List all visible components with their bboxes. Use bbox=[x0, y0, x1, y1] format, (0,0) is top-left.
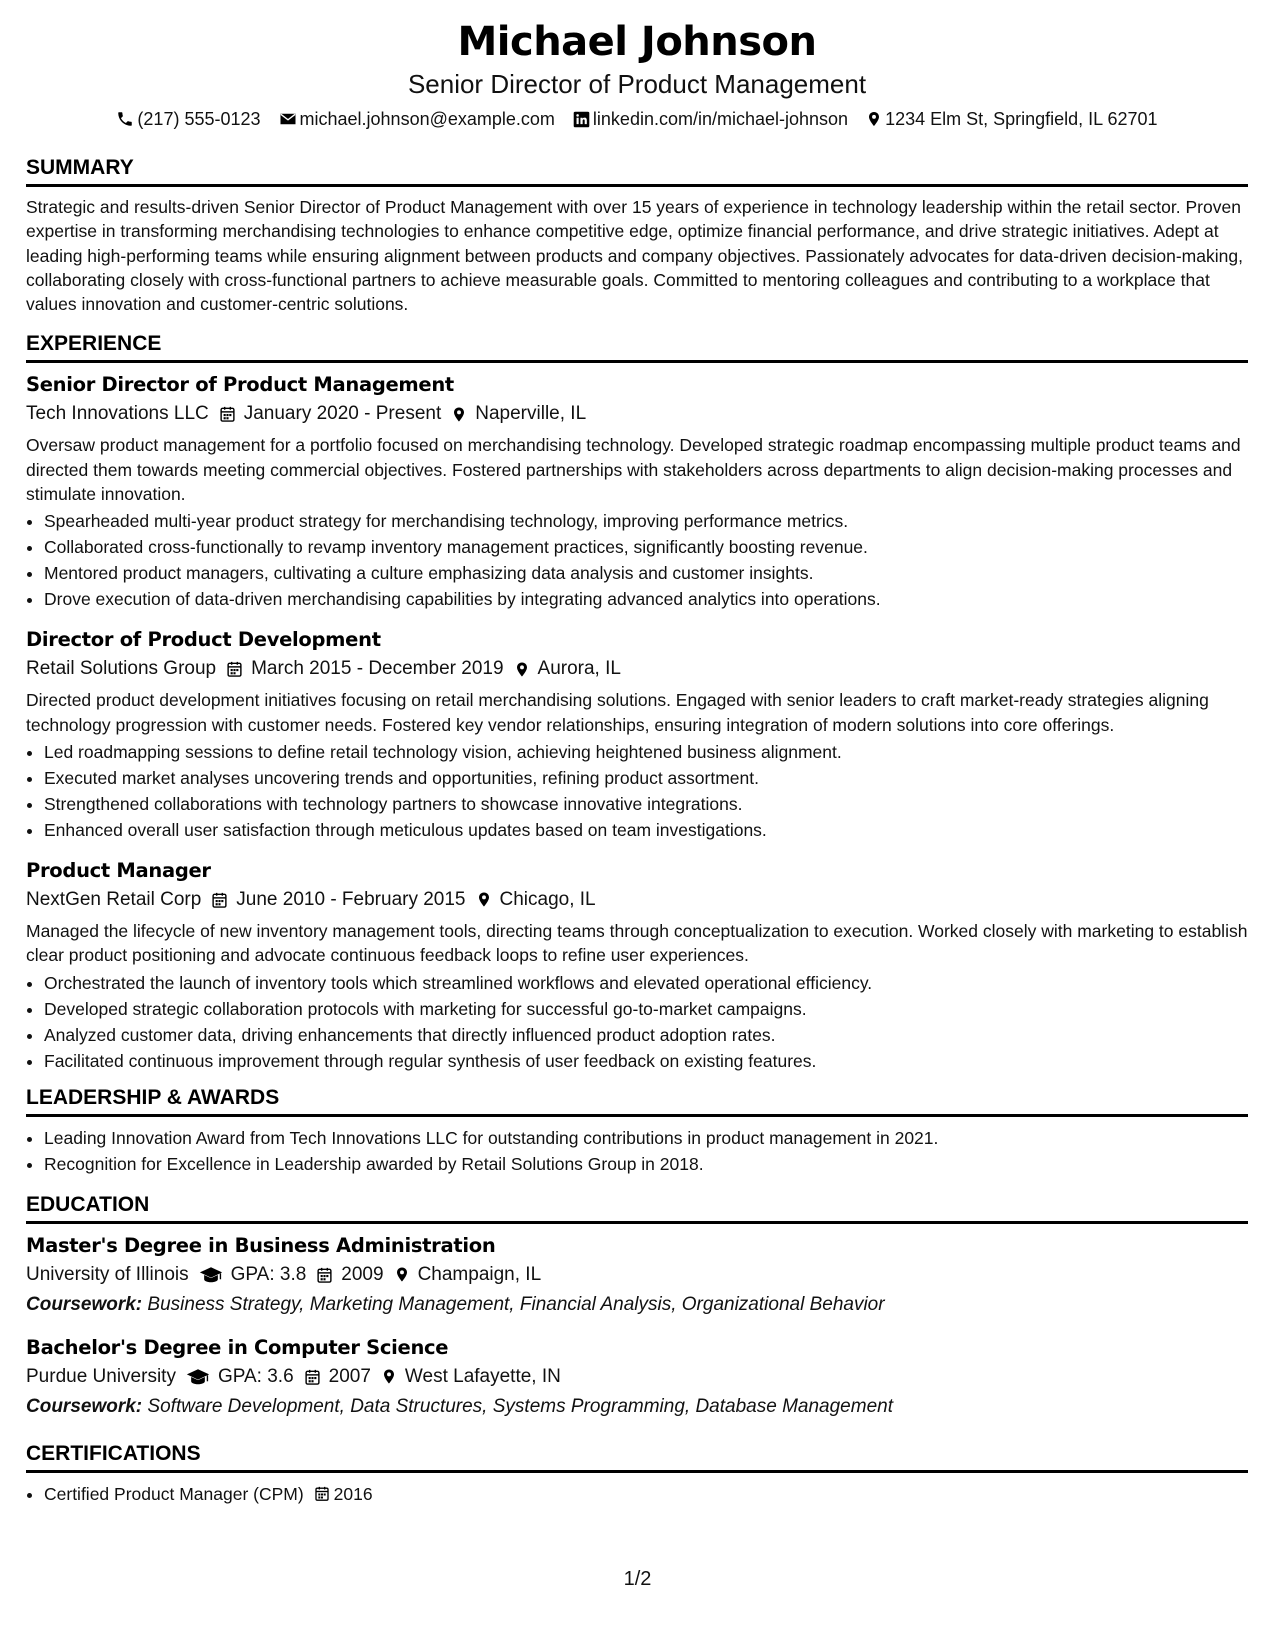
education-meta bbox=[26, 1260, 1248, 1290]
job-location-text: Aurora, IL bbox=[537, 658, 621, 680]
school-name: University of Illinois bbox=[26, 1263, 189, 1285]
education-location bbox=[394, 1260, 542, 1290]
certification-name: • Certified Product Manager (CPM) bbox=[44, 1483, 304, 1504]
summary-heading: SUMMARY bbox=[26, 156, 134, 179]
contact-linkedin[interactable] bbox=[573, 106, 848, 132]
job-bullets bbox=[26, 508, 1248, 612]
certifications-heading: CERTIFICATIONS bbox=[26, 1441, 201, 1465]
job-company: Retail Solutions Group bbox=[26, 658, 217, 680]
candidate-title: Senior Director of Product Management bbox=[407, 69, 867, 99]
calendar-icon bbox=[314, 1485, 330, 1502]
map-pin-icon bbox=[381, 1367, 397, 1386]
job-company: NextGen Retail Corp bbox=[26, 888, 202, 910]
phone-text: (217) 555-0123 bbox=[137, 109, 261, 129]
contact-line bbox=[26, 106, 1248, 132]
job-entry bbox=[26, 626, 1248, 843]
job-dates-text: March 2015 - December 2019 bbox=[251, 658, 504, 680]
certifications-list bbox=[26, 1481, 1248, 1507]
job-entry bbox=[26, 857, 1248, 1074]
gpa-text: GPA: 3.6 bbox=[217, 1365, 294, 1387]
job-location bbox=[514, 654, 621, 684]
list-item: • Collaborated cross-functionally to revamp inventory management practices, significantly boosting revenue. bbox=[44, 534, 1248, 560]
job-description: Managed the lifecycle of new inventory management tools, directing teams through conceptualization to execution. Worked closely with marketing to establish clear product positioning and advocate continuous feedback loops to refine user experiences. bbox=[26, 920, 1248, 966]
list-item: • Enhanced overall user satisfaction through meticulous updates based on team investigations. bbox=[44, 817, 1248, 843]
job-entry bbox=[26, 371, 1248, 612]
job-dates bbox=[211, 885, 465, 915]
job-bullets bbox=[26, 970, 1248, 1074]
envelope-icon bbox=[279, 110, 297, 128]
job-description: Directed product development initiatives focusing on retail merchandising solutions. Engaged with senior leaders to craft market-ready strategies aligning technology progression with customer needs. Fostered key vendor relationships, ensuring integration of modern solutions into core offerings. bbox=[26, 690, 1209, 735]
job-location-text: Naperville, IL bbox=[475, 403, 587, 425]
coursework-label: Coursework: bbox=[26, 1293, 143, 1315]
section-divider bbox=[26, 1470, 1248, 1473]
list-item: • Analyzed customer data, driving enhancements that directly influenced product adoption rates. bbox=[44, 1022, 1248, 1048]
degree-title: Master's Degree in Business Administration bbox=[26, 1233, 496, 1257]
job-dates bbox=[226, 654, 503, 684]
year-text: 2007 bbox=[328, 1365, 371, 1387]
coursework-line bbox=[26, 1290, 1248, 1320]
list-item bbox=[44, 1481, 1248, 1507]
education-gpa bbox=[199, 1260, 307, 1290]
school-name: Purdue University bbox=[26, 1365, 176, 1387]
resume-header bbox=[26, 18, 1248, 132]
section-divider bbox=[26, 184, 1248, 187]
coursework-text: Business Strategy, Marketing Management, Financial Analysis, Organizational Behavior bbox=[147, 1293, 885, 1315]
map-pin-icon bbox=[394, 1265, 410, 1284]
list-item: • Recognition for Excellence in Leadership awarded by Retail Solutions Group in 2018. bbox=[44, 1151, 1248, 1177]
education-heading: EDUCATION bbox=[26, 1192, 150, 1216]
calendar-icon bbox=[219, 405, 236, 423]
address-text: 1234 Elm St, Springfield, IL 62701 bbox=[885, 109, 1158, 129]
list-item: • Orchestrated the launch of inventory tools which streamlined workflows and elevated operational efficiency. bbox=[44, 970, 1248, 996]
graduation-cap-icon bbox=[186, 1368, 210, 1386]
year-text: 2009 bbox=[341, 1263, 384, 1285]
list-item: • Leading Innovation Award from Tech Innovations LLC for outstanding contributions in product management in 2021. bbox=[44, 1125, 1248, 1151]
coursework-text: Software Development, Data Structures, Systems Programming, Database Management bbox=[147, 1395, 893, 1417]
job-dates bbox=[219, 399, 442, 429]
job-dates-text: January 2020 - Present bbox=[243, 403, 442, 425]
map-pin-icon bbox=[451, 405, 467, 424]
certification-date bbox=[314, 1481, 373, 1507]
list-item: • Facilitated continuous improvement through regular synthesis of user feedback on existing features. bbox=[44, 1048, 1248, 1074]
phone-icon bbox=[116, 110, 134, 128]
location-text: Champaign, IL bbox=[417, 1263, 542, 1285]
job-company: Tech Innovations LLC bbox=[26, 403, 209, 425]
map-pin-icon bbox=[866, 110, 882, 128]
calendar-icon bbox=[304, 1368, 321, 1386]
education-location bbox=[381, 1362, 561, 1392]
list-item: • Led roadmapping sessions to define retail technology vision, achieving heightened business alignment. bbox=[44, 739, 1248, 765]
page-number: 1/2 bbox=[623, 1568, 652, 1590]
list-item: • Drove execution of data-driven merchandising capabilities by integrating advanced analytics into operations. bbox=[44, 586, 1248, 612]
calendar-icon bbox=[316, 1266, 333, 1284]
coursework-line bbox=[26, 1392, 1248, 1422]
job-description: Oversaw product management for a portfolio focused on merchandising technology. Developed strategic roadmap encompassing multiple product teams and directed them towards meeting commercial objectives. Fostered partnerships with stakeholders across departments to align decision-making processes and stimulate innovation. bbox=[26, 435, 1241, 505]
linkedin-icon bbox=[573, 111, 590, 128]
certifications-section bbox=[26, 1440, 1248, 1507]
section-divider bbox=[26, 1114, 1248, 1117]
summary-section bbox=[26, 154, 1248, 316]
gpa-text: GPA: 3.8 bbox=[230, 1263, 307, 1285]
leadership-section bbox=[26, 1084, 1248, 1177]
candidate-name: Michael Johnson bbox=[457, 19, 817, 65]
education-entry bbox=[26, 1334, 1248, 1422]
map-pin-icon bbox=[476, 890, 492, 909]
list-item: • Mentored product managers, cultivating a culture emphasizing data analysis and customer insights. bbox=[44, 560, 1248, 586]
education-section bbox=[26, 1191, 1248, 1422]
education-year bbox=[316, 1260, 383, 1290]
graduation-cap-icon bbox=[199, 1266, 223, 1284]
job-meta bbox=[26, 654, 1248, 684]
list-item: • Developed strategic collaboration protocols with marketing for successful go-to-market campaigns. bbox=[44, 996, 1248, 1022]
experience-heading: EXPERIENCE bbox=[26, 332, 162, 356]
email-link[interactable]: michael.johnson@example.com bbox=[299, 109, 555, 129]
location-text: West Lafayette, IN bbox=[404, 1365, 561, 1387]
job-title: Product Manager bbox=[26, 858, 211, 882]
contact-email[interactable] bbox=[279, 106, 555, 132]
summary-text: Strategic and results-driven Senior Director of Product Management with over 15 years of experience in technology leadership within the retail sector. Proven expertise in transforming merchandising technologies to enhance competitive edge, optimize financial performance, and drive strategic initiatives. Adept at leading high-performing teams while ensuring alignment between products and company objectives. Passionately advocates for data-driven decision-making, collaborating closely with cross-functional partners to achieve measurable goals. Committed to mentoring colleagues and contributing to a workplace that values innovation and customer-centric solutions. bbox=[26, 197, 1243, 315]
map-pin-icon bbox=[514, 660, 530, 679]
list-item: • Spearheaded multi-year product strategy for merchandising technology, improving performance metrics. bbox=[44, 508, 1248, 534]
certification-row bbox=[44, 1481, 373, 1507]
calendar-icon bbox=[211, 891, 228, 909]
education-gpa bbox=[186, 1362, 294, 1392]
job-dates-text: June 2010 - February 2015 bbox=[236, 888, 466, 910]
job-meta bbox=[26, 885, 1248, 915]
job-title: Senior Director of Product Management bbox=[26, 373, 454, 397]
contact-address bbox=[866, 106, 1158, 132]
leadership-list bbox=[26, 1125, 1248, 1177]
section-divider bbox=[26, 360, 1248, 363]
experience-section bbox=[26, 330, 1248, 1073]
leadership-heading: LEADERSHIP & AWARDS bbox=[26, 1085, 280, 1109]
calendar-icon bbox=[226, 660, 243, 678]
resume-page bbox=[26, 18, 1248, 1507]
job-location bbox=[451, 399, 586, 429]
contact-phone bbox=[116, 106, 260, 132]
list-item: • Executed market analyses uncovering trends and opportunities, refining product assortment. bbox=[44, 765, 1248, 791]
job-location bbox=[476, 885, 596, 915]
job-meta bbox=[26, 399, 1248, 429]
list-item: • Strengthened collaborations with technology partners to showcase innovative integrations. bbox=[44, 791, 1248, 817]
education-meta bbox=[26, 1362, 1248, 1392]
linkedin-link[interactable]: linkedin.com/in/michael-johnson bbox=[592, 109, 849, 129]
coursework-label: Coursework: bbox=[26, 1395, 143, 1417]
section-divider bbox=[26, 1221, 1248, 1224]
certification-year: 2016 bbox=[333, 1483, 373, 1504]
job-bullets bbox=[26, 739, 1248, 843]
job-title: Director of Product Development bbox=[26, 628, 381, 652]
education-year bbox=[304, 1362, 371, 1392]
job-location-text: Chicago, IL bbox=[499, 888, 596, 910]
education-entry bbox=[26, 1232, 1248, 1320]
degree-title: Bachelor's Degree in Computer Science bbox=[26, 1335, 449, 1359]
